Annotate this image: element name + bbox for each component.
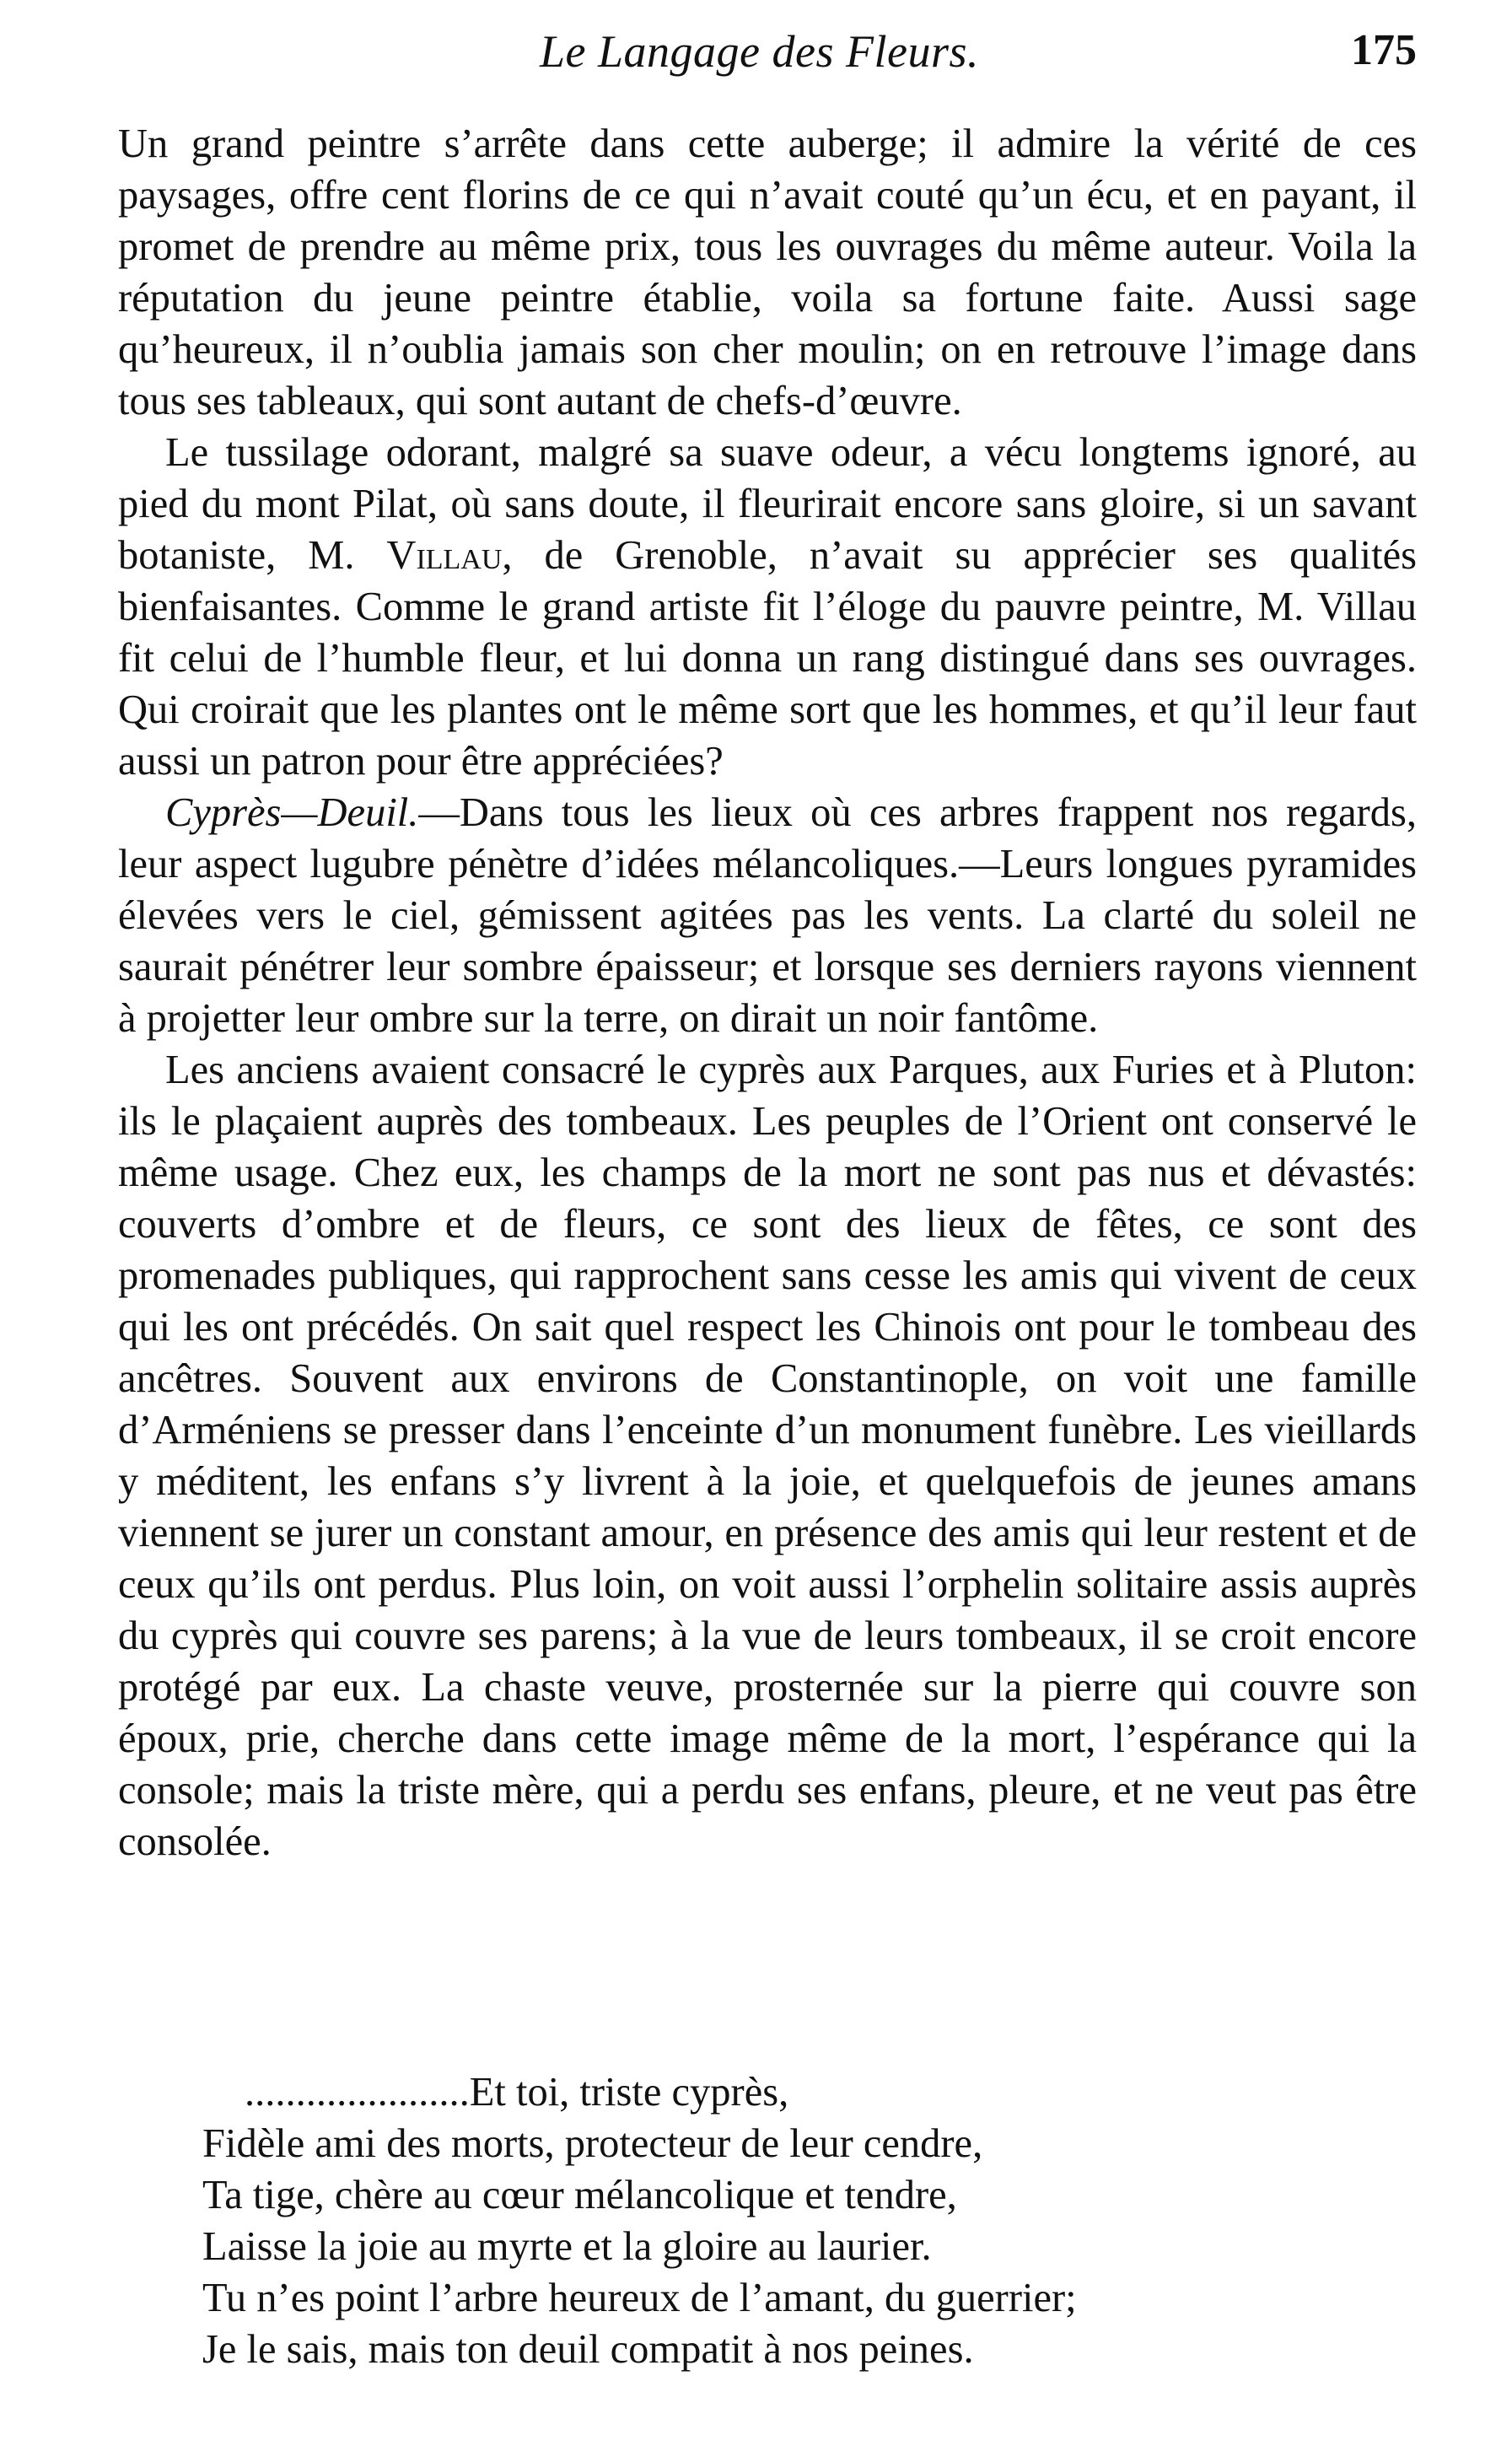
paragraph-text-start: Le tussilage odorant, malgré sa suave odeur, a vécu longtems ignoré, au pied du mont Pilat, où sans doute, il fleurirait encore sans gloire, si un savant botaniste, M. <box>118 430 1417 578</box>
poem-line: ......................Et toi, triste cyprès, <box>245 2070 789 2115</box>
running-head <box>118 25 1417 93</box>
poem-line: Je le sais, mais ton deuil compatit à nos peines. <box>202 2327 974 2372</box>
section-heading-cypres: Cyprès—Deuil. <box>165 790 419 835</box>
paragraph-text: —Dans tous les lieux où ces arbres frappent nos regards, leur aspect lugubre pénètre d’idées mélancoliques.—Leurs longues pyramides élevées vers le ciel, gémissent agitées pas les vents. La clarté du soleil ne saurait pénétrer leur sombre épaisseur; et lorsque ses derniers rayons viennent à projetter leur ombre sur la terre, on dirait un noir fantôme. <box>118 790 1417 1041</box>
botanist-name: Villau <box>386 533 503 578</box>
running-title: Le Langage des Fleurs. <box>540 26 979 77</box>
paragraph-text: Un grand peintre s’arrête dans cette auberge; il admire la vérité de ces paysages, offre cent florins de ce qui n’avait couté qu’un écu, et en payant, il promet de prendre au même prix, tous les ouvrages du même auteur. Voila la réputation du jeune peintre établie, voila sa fortune faite. Aussi sage qu’heureux, il n’oublia jamais son cher moulin; on en retrouve l’image dans tous ses tableaux, qui sont autant de chefs-d’œuvre. <box>118 121 1417 423</box>
paragraph-anciens <box>118 1044 1417 1867</box>
poem-line: Ta tige, chère au cœur mélancolique et tendre, <box>202 2173 957 2217</box>
paragraph-text: Les anciens avaient consacré le cyprès aux Parques, aux Furies et à Pluton: ils le plaçaient auprès des tombeaux. Les peuples de l’Orient ont conservé le même usage. Chez eux, les champs de la mort ne sont pas nus et dévastés: couverts d’ombre et de fleurs, ce sont des lieux de fêtes, ce sont des promenades publiques, qui rapprochent sans cesse les amis qui vivent de ceux qui les ont précédés. On sait quel respect les Chinois ont pour le tombeau des ancêtres. Souvent aux environs de Constantinople, on voit une famille d’Arméniens se presser dans l’enceinte d’un monument funèbre. Les vieillards y méditent, les enfans s’y livrent à la joie, et quelquefois de jeunes amans viennent se jurer un constant amour, en présence des amis qui leur restent et de ceux qu’ils ont perdus. Plus loin, on voit aussi l’orphelin solitaire assis auprès du cyprès qui couvre ses parens; à la vue de leurs tombeaux, il se croit encore protégé par eux. La chaste veuve, prosternée sur la pierre qui couvre son époux, prie, cherche dans cette image même de la mort, l’espérance qui la console; mais la triste mère, qui a perdu ses enfans, pleure, et ne veut pas être consolée. <box>118 1048 1417 1864</box>
poem-quotation <box>118 2066 1417 2375</box>
page-number: 175 <box>1351 26 1417 74</box>
paragraph-tussilage <box>118 427 1417 787</box>
paragraph-text-end: , de Grenoble, n’avait su apprécier ses qualités bienfaisantes. Comme le grand artiste fit l’éloge du pauvre peintre, M. Villau fit celui de l’humble fleur, et lui donna un rang distingué dans ses ouvrages. Qui croirait que les plantes ont le même sort que les hommes, et qu’il leur faut aussi un patron pour être appréciées? <box>118 533 1417 784</box>
paragraph-cypres-deuil <box>118 787 1417 1044</box>
poem-line: Tu n’es point l’arbre heureux de l’amant, du guerrier; <box>202 2276 1077 2320</box>
paragraph-painter-story <box>118 118 1417 427</box>
poem-line: Laisse la joie au myrte et la gloire au laurier. <box>202 2224 932 2269</box>
poem-line: Fidèle ami des morts, protecteur de leur cendre, <box>202 2121 983 2166</box>
body-text <box>118 118 1417 1867</box>
